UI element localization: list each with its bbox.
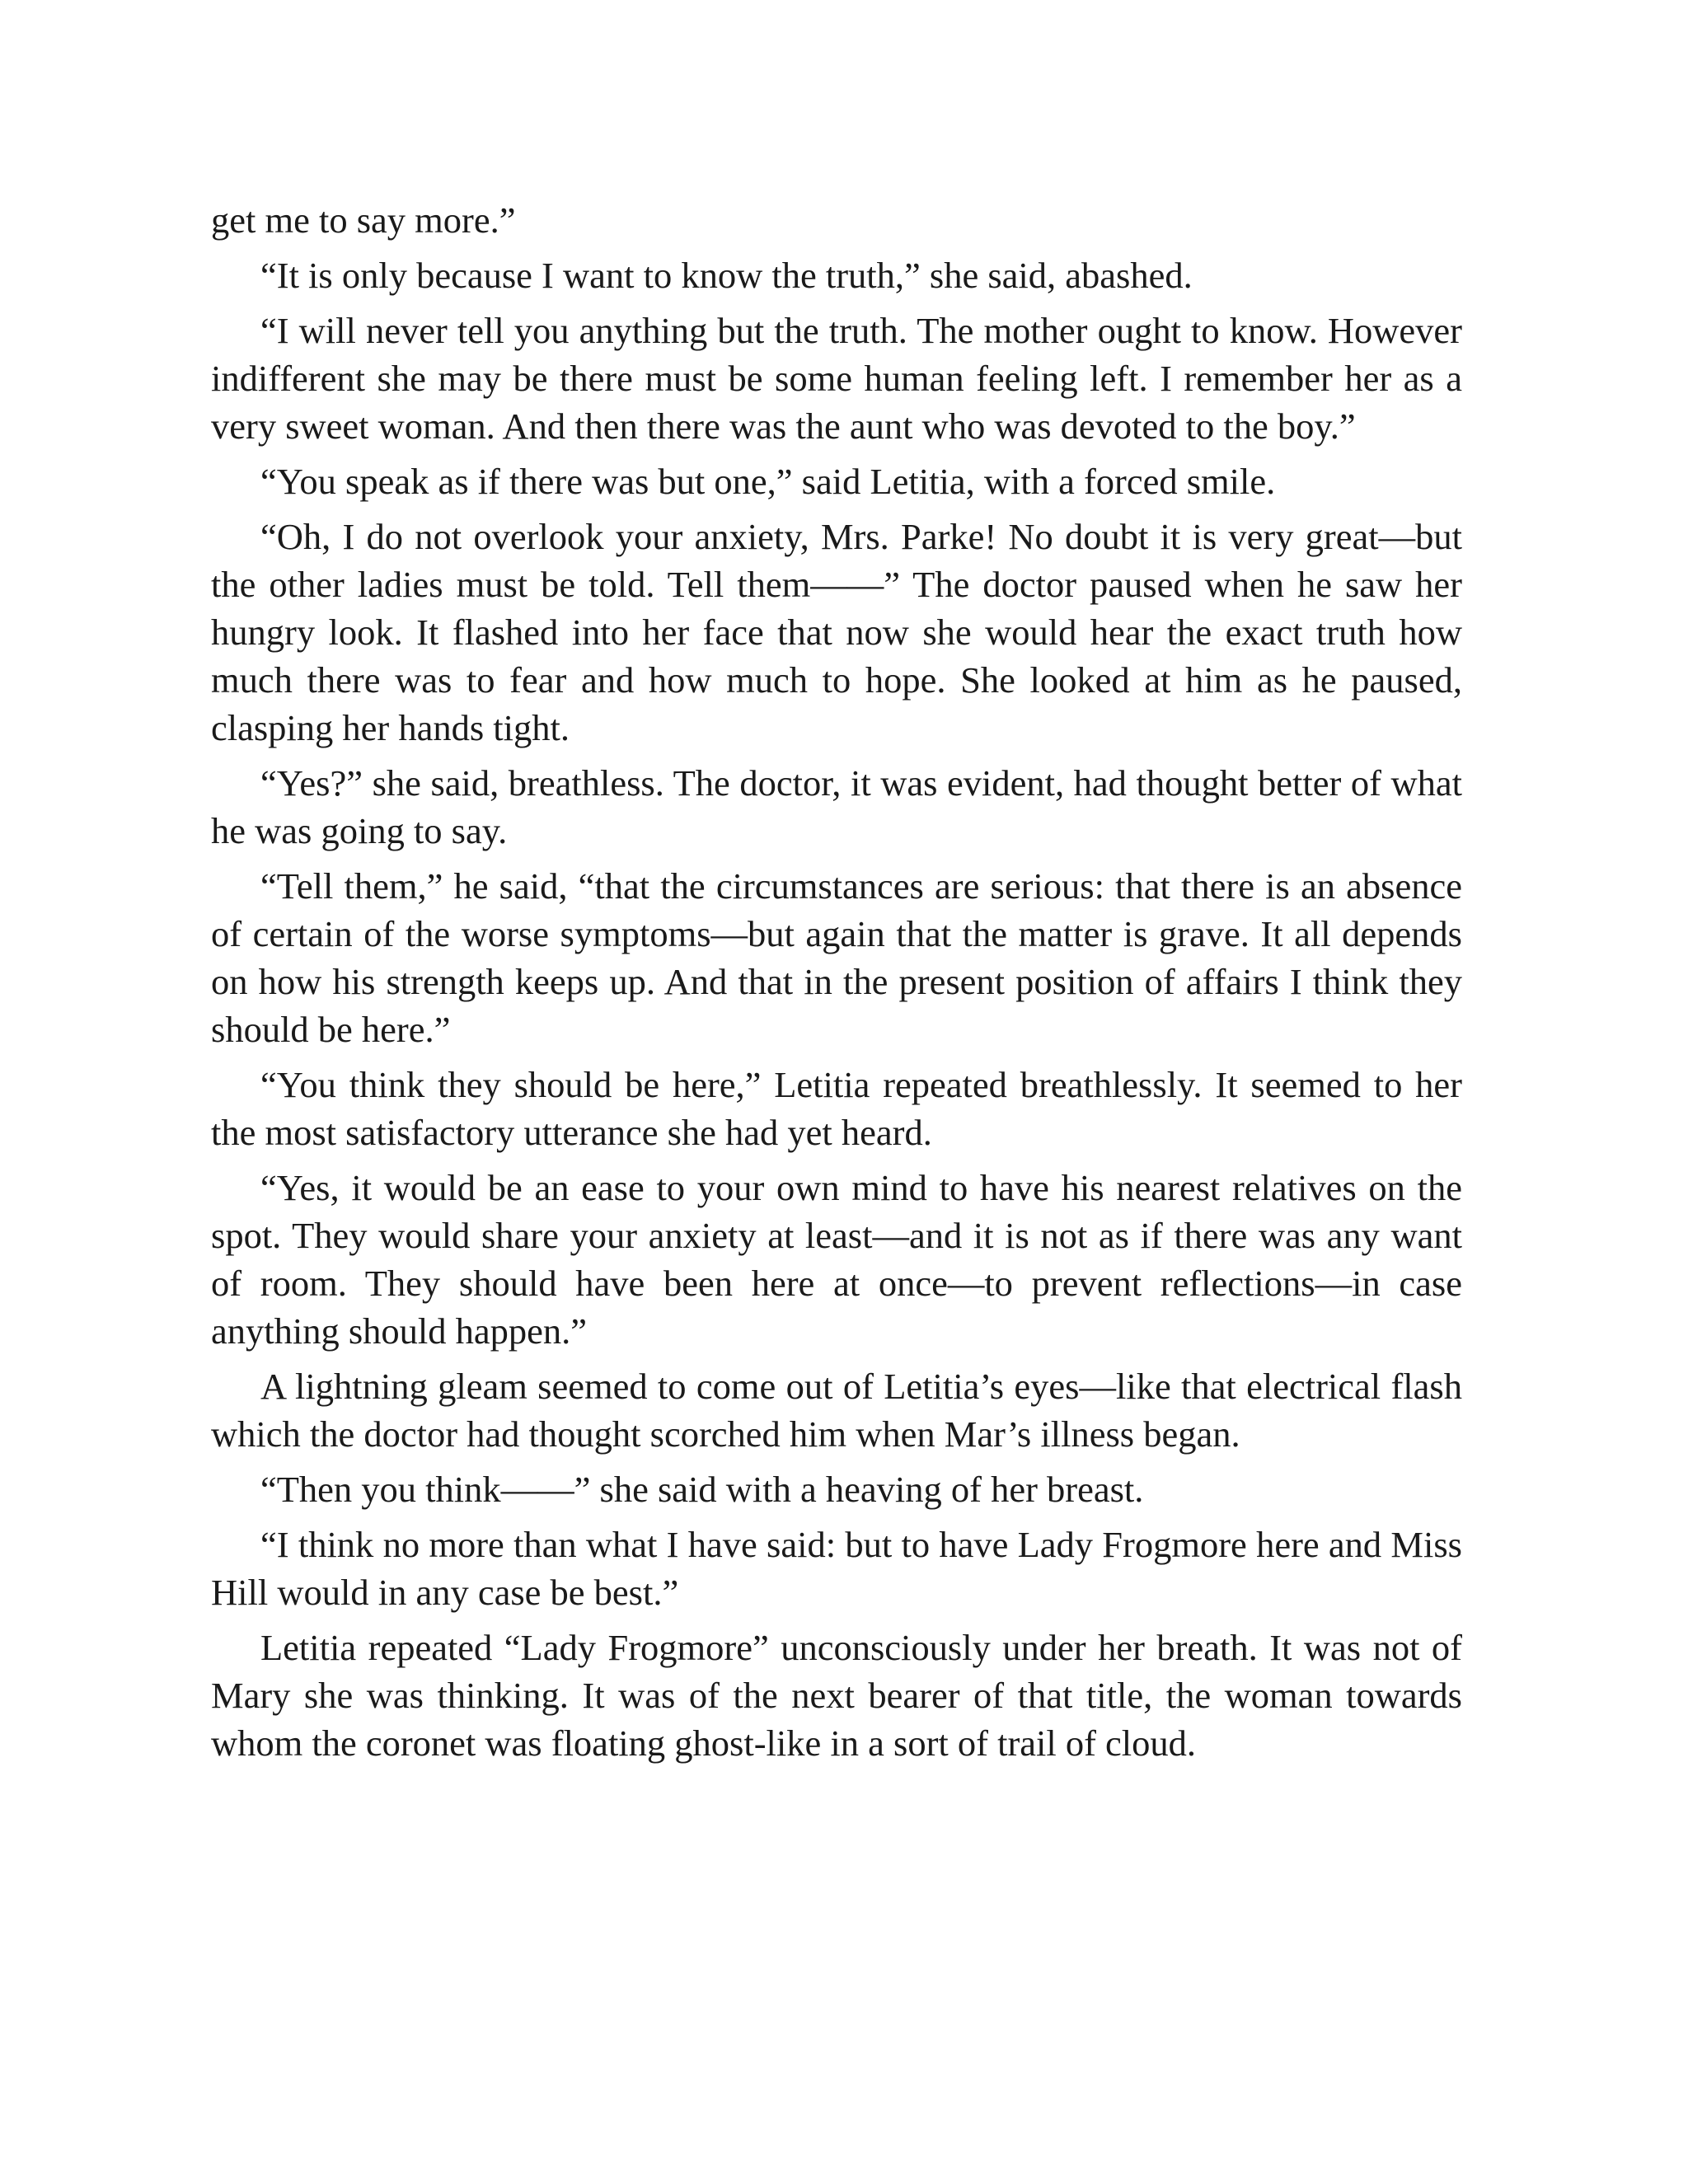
paragraph: “Tell them,” he said, “that the circumstances are serious: that there is an absence of certain of the worse symptoms—but again that the matter is grave. It all depends on how his strength keeps up. And that in the present position of affairs I think they should be here.” — [211, 865, 1462, 1050]
paragraph-continuation: get me to say more.” — [211, 199, 516, 241]
paragraph: “You think they should be here,” Letitia repeated breathlessly. It seemed to her the most satisfactory utterance she had yet heard. — [211, 1064, 1462, 1153]
paragraph: A lightning gleam seemed to come out of Letitia’s eyes—like that electrical flash which the doctor had thought scorched him when Mar’s illness began. — [211, 1366, 1462, 1455]
paragraph: “I think no more than what I have said: but to have Lady Frogmore here and Miss Hill would in any case be best.” — [211, 1524, 1462, 1613]
paragraph: “It is only because I want to know the truth,” she said, abashed. — [260, 255, 1193, 296]
paragraph: Letitia repeated “Lady Frogmore” unconsciously under her breath. It was not of Mary she was thinking. It was of the next bearer of that title, the woman towards whom the coronet was floating ghost-like in a sort of trail of cloud. — [211, 1627, 1462, 1764]
paragraph: “I will never tell you anything but the truth. The mother ought to know. However indifferent she may be there must be some human feeling left. I remember her as a very sweet woman. And then there was the aunt who was devoted to the boy.” — [211, 310, 1462, 447]
paragraph: “Then you think——” she said with a heaving of her breast. — [260, 1469, 1144, 1510]
paragraph: “You speak as if there was but one,” said Letitia, with a forced smile. — [260, 461, 1276, 502]
paragraph: “Yes, it would be an ease to your own mind to have his nearest relatives on the spot. They would share your anxiety at least—and it is not as if there was any want of room. They should have been here at once—to prevent reflections—in case anything should happen.” — [211, 1167, 1462, 1352]
paragraph: “Yes?” she said, breathless. The doctor, it was evident, had thought better of what he was going to say. — [211, 762, 1462, 851]
paragraph: “Oh, I do not overlook your anxiety, Mrs. Parke! No doubt it is very great—but the other ladies must be told. Tell them——” The doctor paused when he saw her hungry look. It flashed into her face that now she would hear the exact truth how much there was to fear and how much to hope. She looked at him as he paused, clasping her hands tight. — [211, 516, 1462, 748]
page-body-text — [211, 196, 1462, 1774]
